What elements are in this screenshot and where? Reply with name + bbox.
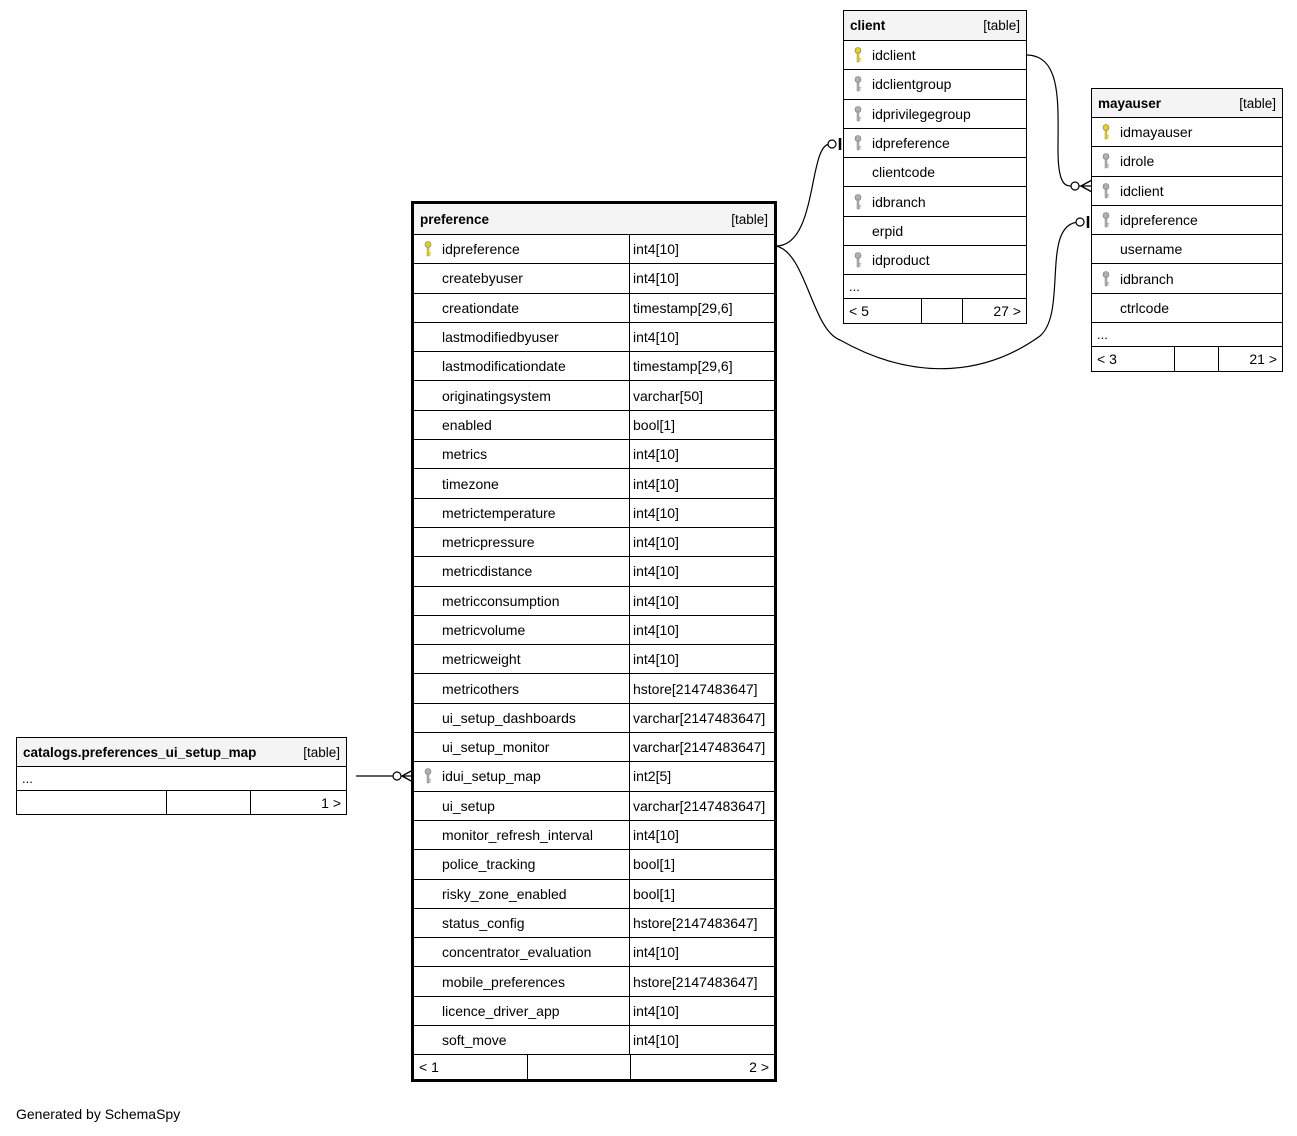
preference-column-name — [414, 821, 629, 849]
preference-column-type: int4[10] — [629, 235, 774, 263]
preference-column-name — [414, 587, 629, 615]
preference-column-row — [414, 1026, 774, 1055]
preference-column-name — [414, 1026, 629, 1054]
preference-column-type: bool[1] — [629, 880, 774, 908]
column-name-text: createbyuser — [442, 270, 523, 287]
preference-column-name — [414, 528, 629, 556]
preference-column-row — [414, 528, 774, 557]
preference-column-row — [414, 381, 774, 410]
preference-column-type: int4[10] — [629, 440, 774, 468]
client-column-name — [844, 187, 1026, 215]
preference-column-name — [414, 938, 629, 966]
column-name-text: timezone — [442, 475, 499, 492]
preference-column-name — [414, 411, 629, 439]
preference-column-type: int4[10] — [629, 587, 774, 615]
relation-preference-mayauser-zero — [1076, 218, 1084, 226]
preference-column-type: int4[10] — [629, 821, 774, 849]
preference-column-name — [414, 381, 629, 409]
client-table-header — [844, 11, 1026, 41]
preference-column-type: hstore[2147483647] — [629, 967, 774, 995]
column-name-text: erpid — [872, 222, 904, 239]
preference-column-row — [414, 792, 774, 821]
column-name-text: enabled — [442, 416, 492, 433]
preference-column-name — [414, 323, 629, 351]
preference-column-name — [414, 264, 629, 292]
column-name-text: ui_setup_monitor — [442, 739, 550, 756]
preference-column-type: int4[10] — [629, 997, 774, 1025]
column-name-text: metricothers — [442, 680, 520, 697]
preference-column-type: varchar[2147483647] — [629, 792, 774, 820]
preference-column-type: varchar[2147483647] — [629, 733, 774, 761]
column-name-text: idprivilegegroup — [872, 105, 971, 122]
preference-column-type: int4[10] — [629, 616, 774, 644]
preference-column-row — [414, 323, 774, 352]
preference-column-row — [414, 938, 774, 967]
relation-client-mayauser — [1026, 55, 1072, 186]
preference-column-row — [414, 411, 774, 440]
column-name-text: metricweight — [442, 651, 521, 668]
foreign-key-icon — [1102, 271, 1110, 287]
client-column-row — [844, 70, 1026, 99]
preference-column-type: timestamp[29,6] — [629, 294, 774, 322]
mayauser-column-name — [1092, 177, 1282, 205]
setup-map-table-type: [table] — [303, 744, 340, 760]
column-name-text: idpreference — [1120, 212, 1198, 229]
preference-column-name — [414, 294, 629, 322]
preference-column-name — [414, 616, 629, 644]
setup-map-table-header — [17, 738, 346, 767]
client-table — [843, 10, 1027, 324]
preference-column-row — [414, 587, 774, 616]
mayauser-column-row — [1092, 118, 1282, 147]
column-name-text: metrictemperature — [442, 504, 556, 521]
mayauser-footer-empty — [1174, 347, 1218, 371]
primary-key-icon — [1102, 124, 1110, 140]
column-name-text: metrics — [442, 446, 488, 463]
preference-table-header — [414, 204, 774, 235]
mayauser-column-row — [1092, 147, 1282, 176]
foreign-key-icon — [854, 252, 862, 268]
preference-column-row — [414, 674, 774, 703]
column-name-text: ui_setup — [442, 797, 495, 814]
column-name-text: status_config — [442, 914, 525, 931]
preference-table-name: preference — [420, 211, 490, 227]
foreign-key-icon — [854, 106, 862, 122]
client-hidden-columns: ... — [844, 275, 1026, 299]
preference-column-row — [414, 294, 774, 323]
column-name-text: idclientgroup — [872, 76, 952, 93]
preference-column-name — [414, 733, 629, 761]
foreign-key-icon — [1102, 183, 1110, 199]
client-column-row — [844, 246, 1026, 275]
mayauser-column-row — [1092, 177, 1282, 206]
preference-column-row — [414, 704, 774, 733]
preference-column-row — [414, 235, 774, 264]
preference-column-type: int4[10] — [629, 557, 774, 585]
preference-column-type: int4[10] — [629, 645, 774, 673]
preference-parent-count: < 1 — [419, 1059, 439, 1076]
preference-column-type: int4[10] — [629, 1026, 774, 1054]
column-name-text: mobile_preferences — [442, 973, 565, 990]
mayauser-table-footer — [1092, 347, 1282, 371]
setup-map-table — [16, 737, 347, 815]
preference-column-name — [414, 235, 629, 263]
column-name-text: idrole — [1120, 153, 1155, 170]
client-column-name — [844, 129, 1026, 157]
column-name-text: idbranch — [872, 193, 926, 210]
preference-column-row — [414, 469, 774, 498]
column-name-text: metricdistance — [442, 563, 533, 580]
preference-column-name — [414, 762, 629, 790]
column-name-text: clientcode — [872, 164, 936, 181]
mayauser-parent-count: < 3 — [1097, 351, 1117, 368]
column-name-text: idpreference — [442, 241, 520, 258]
preference-column-name — [414, 352, 629, 380]
primary-key-icon — [424, 241, 432, 257]
mayauser-column-name — [1092, 147, 1282, 175]
client-table-footer — [844, 299, 1026, 323]
column-name-text: creationdate — [442, 299, 520, 316]
mayauser-hidden-columns: ... — [1092, 323, 1282, 347]
preference-column-row — [414, 352, 774, 381]
preference-column-type: int4[10] — [629, 938, 774, 966]
mayauser-table-name: mayauser — [1098, 95, 1162, 111]
preference-column-type: hstore[2147483647] — [629, 674, 774, 702]
client-column-row — [844, 100, 1026, 129]
client-child-count: 27 > — [962, 299, 1026, 323]
preference-column-type: int4[10] — [629, 469, 774, 497]
column-name-text: idclient — [1120, 182, 1164, 199]
setup-map-footer-empty — [166, 791, 250, 814]
client-column-name — [844, 246, 1026, 274]
column-name-text: idui_setup_map — [442, 768, 541, 785]
setup-map-child-count: 1 > — [250, 791, 346, 814]
column-name-text: idproduct — [872, 252, 930, 269]
preference-column-name — [414, 499, 629, 527]
client-parent-count: < 5 — [849, 303, 869, 320]
column-name-text: metricconsumption — [442, 592, 560, 609]
setup-map-table-footer — [17, 791, 346, 814]
mayauser-column-name — [1092, 264, 1282, 292]
setup-map-footer-left — [17, 791, 166, 814]
column-name-text: idpreference — [872, 135, 950, 152]
setup-map-table-name: catalogs.preferences_ui_setup_map — [23, 744, 257, 760]
mayauser-column-row — [1092, 235, 1282, 264]
mayauser-column-row — [1092, 264, 1282, 293]
preference-column-name — [414, 997, 629, 1025]
column-name-text: ui_setup_dashboards — [442, 709, 576, 726]
preference-column-row — [414, 499, 774, 528]
preference-column-type: int2[5] — [629, 762, 774, 790]
client-column-name — [844, 217, 1026, 245]
relation-preference-client — [776, 144, 830, 246]
preference-column-name — [414, 704, 629, 732]
preference-child-count: 2 > — [630, 1055, 774, 1079]
client-footer-empty — [921, 299, 962, 323]
client-column-name — [844, 100, 1026, 128]
column-name-text: lastmodificationdate — [442, 358, 566, 375]
preference-column-type: int4[10] — [629, 528, 774, 556]
preference-column-type: timestamp[29,6] — [629, 352, 774, 380]
preference-column-type: int4[10] — [629, 323, 774, 351]
preference-column-row — [414, 850, 774, 879]
mayauser-column-row — [1092, 206, 1282, 235]
preference-table — [411, 201, 777, 1082]
preference-column-row — [414, 616, 774, 645]
preference-column-type: varchar[50] — [629, 381, 774, 409]
preference-column-name — [414, 440, 629, 468]
mayauser-column-name — [1092, 294, 1282, 322]
client-column-name — [844, 158, 1026, 186]
preference-column-type: varchar[2147483647] — [629, 704, 774, 732]
preference-column-row — [414, 909, 774, 938]
preference-table-footer — [414, 1055, 774, 1079]
column-name-text: username — [1120, 241, 1183, 258]
relation-preference-client-zero — [828, 140, 836, 148]
preference-column-row — [414, 557, 774, 586]
column-name-text: idbranch — [1120, 270, 1174, 287]
preference-column-row — [414, 733, 774, 762]
mayauser-column-name — [1092, 206, 1282, 234]
foreign-key-icon — [854, 76, 862, 92]
column-name-text: idclient — [872, 47, 916, 64]
preference-column-row — [414, 967, 774, 996]
preference-column-name — [414, 557, 629, 585]
column-name-text: metricpressure — [442, 534, 535, 551]
preference-column-name — [414, 909, 629, 937]
preference-column-row — [414, 645, 774, 674]
client-column-row — [844, 158, 1026, 187]
preference-column-name — [414, 469, 629, 497]
mayauser-table-header — [1092, 89, 1282, 118]
preference-column-type: bool[1] — [629, 411, 774, 439]
preference-column-name — [414, 850, 629, 878]
preference-table-type: [table] — [731, 211, 768, 227]
client-column-row — [844, 187, 1026, 216]
preference-column-row — [414, 821, 774, 850]
mayauser-child-count: 21 > — [1218, 347, 1282, 371]
preference-column-type: bool[1] — [629, 850, 774, 878]
preference-column-name — [414, 645, 629, 673]
setup-map-hidden-columns: ... — [17, 767, 346, 791]
preference-column-row — [414, 762, 774, 791]
client-column-row — [844, 41, 1026, 70]
foreign-key-icon — [854, 135, 862, 151]
mayauser-table — [1091, 88, 1283, 372]
mayauser-column-row — [1092, 294, 1282, 323]
preference-column-row — [414, 440, 774, 469]
client-column-name — [844, 70, 1026, 98]
column-name-text: licence_driver_app — [442, 1002, 560, 1019]
client-column-row — [844, 129, 1026, 158]
foreign-key-icon — [1102, 212, 1110, 228]
column-name-text: concentrator_evaluation — [442, 944, 592, 961]
preference-column-name — [414, 674, 629, 702]
preference-column-row — [414, 880, 774, 909]
foreign-key-icon — [854, 194, 862, 210]
column-name-text: ctrlcode — [1120, 299, 1170, 316]
column-name-text: monitor_refresh_interval — [442, 827, 593, 844]
preference-column-type: int4[10] — [629, 499, 774, 527]
client-column-name — [844, 41, 1026, 69]
preference-column-row — [414, 264, 774, 293]
primary-key-icon — [854, 47, 862, 63]
preference-column-name — [414, 880, 629, 908]
generated-by-credit: Generated by SchemaSpy — [16, 1106, 181, 1122]
mayauser-table-type: [table] — [1239, 95, 1276, 111]
preference-column-name — [414, 792, 629, 820]
column-name-text: idmayauser — [1120, 124, 1193, 141]
relation-setup-map-preference-zero — [393, 772, 401, 780]
foreign-key-icon — [424, 768, 432, 784]
preference-column-name — [414, 967, 629, 995]
column-name-text: originatingsystem — [442, 387, 551, 404]
client-table-type: [table] — [983, 18, 1020, 33]
preference-column-type: hstore[2147483647] — [629, 909, 774, 937]
client-table-name: client — [850, 18, 886, 33]
client-column-row — [844, 217, 1026, 246]
preference-footer-empty — [527, 1055, 630, 1079]
relation-client-mayauser-zero — [1071, 182, 1079, 190]
column-name-text: risky_zone_enabled — [442, 885, 567, 902]
mayauser-column-name — [1092, 235, 1282, 263]
column-name-text: soft_move — [442, 1032, 507, 1049]
mayauser-column-name — [1092, 118, 1282, 146]
column-name-text: lastmodifiedbyuser — [442, 329, 559, 346]
foreign-key-icon — [1102, 153, 1110, 169]
column-name-text: police_tracking — [442, 856, 536, 873]
column-name-text: metricvolume — [442, 622, 526, 638]
preference-column-row — [414, 997, 774, 1026]
preference-column-type: int4[10] — [629, 264, 774, 292]
